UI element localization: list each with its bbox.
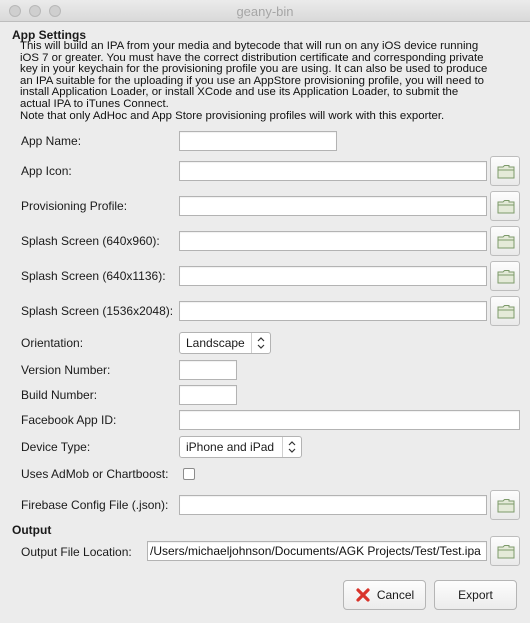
cancel-button-label: Cancel [376, 588, 415, 602]
splash-1536x2048-label: Splash Screen (1536x2048): [21, 304, 174, 318]
version-number-input[interactable] [179, 360, 237, 380]
splash-1536x2048-input[interactable] [179, 301, 487, 321]
description-line: install Application Loader, or install XCode and use its Application Loader, to submit the [20, 86, 459, 99]
firebase-config-browse-button[interactable] [490, 490, 520, 520]
facebook-app-id-label: Facebook App ID: [21, 413, 117, 427]
folder-icon [497, 304, 515, 319]
folder-icon [497, 164, 515, 179]
splash-640x1136-browse-button[interactable] [490, 261, 520, 291]
app-icon-input[interactable] [179, 161, 487, 181]
orientation-label: Orientation: [21, 336, 84, 350]
folder-icon [497, 544, 515, 559]
updown-chevron-icon [256, 335, 266, 351]
app-name-label: App Name: [21, 134, 82, 148]
firebase-config-input[interactable] [179, 495, 487, 515]
device-type-label: Device Type: [21, 440, 91, 454]
description-line: key in your keychain for the provisioning profile you are using. It can also be used to produce [20, 63, 488, 76]
export-button[interactable] [434, 580, 517, 610]
splash-640x1136-label: Splash Screen (640x1136): [21, 269, 166, 283]
splash-1536x2048-browse-button[interactable] [490, 296, 520, 326]
updown-chevron-icon [287, 439, 297, 455]
description-line: iOS 7 or greater. You must have the correct distribution certificate and corresponding private [20, 51, 484, 64]
splash-640x960-browse-button[interactable] [490, 226, 520, 256]
description-line: Note that only AdHoc and App Store provisioning profiles will work with this exporter. [20, 109, 445, 122]
description-line: This will build an IPA from your media and bytecode that will run on any iOS device running [20, 40, 479, 52]
version-number-label: Version Number: [21, 363, 111, 377]
firebase-config-label: Firebase Config File (.json): [21, 498, 169, 512]
app-name-input[interactable] [179, 131, 337, 151]
admob-checkbox[interactable] [183, 468, 195, 480]
facebook-app-id-input[interactable] [179, 410, 520, 430]
folder-icon [497, 199, 515, 214]
splash-640x960-input[interactable] [179, 231, 487, 251]
device-type-select[interactable] [179, 436, 302, 458]
admob-label: Uses AdMob or Chartboost: [21, 467, 169, 481]
output-file-location-input[interactable]: /Users/michaeljohnson/Documents/AGK Projects/Test/Test.ipa [147, 541, 487, 561]
output-file-browse-button[interactable] [490, 536, 520, 566]
app-icon-label: App Icon: [21, 164, 72, 178]
splash-640x1136-input[interactable] [179, 266, 487, 286]
splash-640x960-label: Splash Screen (640x960): [21, 234, 160, 248]
folder-icon [497, 498, 515, 513]
cancel-x-icon [355, 587, 371, 603]
app-icon-browse-button[interactable] [490, 156, 520, 186]
app-settings-heading: App Settings [12, 28, 86, 42]
provisioning-profile-input[interactable] [179, 196, 487, 216]
app-settings-description [20, 41, 525, 122]
cancel-button[interactable] [343, 580, 426, 610]
orientation-selected-value: Landscape [186, 336, 245, 350]
orientation-select[interactable] [179, 332, 271, 354]
folder-icon [497, 269, 515, 284]
provisioning-profile-label: Provisioning Profile: [21, 199, 128, 213]
build-number-label: Build Number: [21, 388, 98, 402]
folder-icon [497, 234, 515, 249]
provisioning-profile-browse-button[interactable] [490, 191, 520, 221]
output-heading: Output [12, 523, 52, 537]
output-file-location-label: Output File Location: [21, 545, 132, 559]
export-button-label: Export [458, 588, 493, 602]
device-type-selected-value: iPhone and iPad [186, 440, 275, 454]
window-titlebar [0, 0, 530, 22]
build-number-input[interactable] [179, 385, 237, 405]
description-line: an IPA suitable for the uploading if you use an AppStore provisioning profile, you will need to [20, 74, 484, 87]
window-title: geany-bin [236, 4, 294, 19]
description-line: actual IPA to iTunes Connect. [20, 97, 169, 110]
